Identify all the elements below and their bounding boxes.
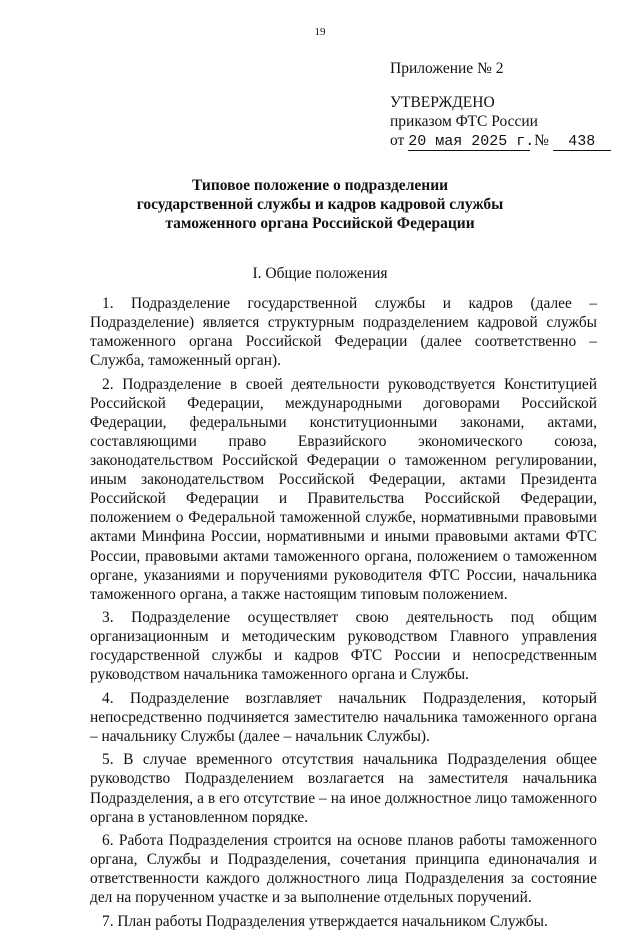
- order-date: 20 мая 2025 г.: [408, 133, 535, 150]
- approval-block: [390, 93, 611, 151]
- title-line-2: государственной службы и кадров кадровой службы: [136, 196, 504, 213]
- paragraph-5: 5. В случае временного отсутствия начальника Подразделения общее руководство Подразделением возлагается на заместителя начальника Подразделения, а в его отсутствие – на иное должностное лицо таможенного органа в установленном порядке.: [90, 751, 597, 826]
- document-body: [90, 294, 597, 935]
- approved-by-order: приказом ФТС России: [390, 113, 538, 130]
- order-number: 438: [553, 133, 611, 151]
- paragraph-7: 7. План работы Подразделения утверждается начальником Службы.: [102, 912, 548, 930]
- appendix-label: Приложение № 2: [390, 60, 504, 77]
- title-line-3: таможенного органа Российской Федерации: [165, 215, 475, 232]
- paragraph-1: 1. Подразделение государственной службы и кадров (далее – Подразделение) является структурным подразделением кадровой службы таможенного органа Российской Федерации (далее соответственно – Служба, таможенный орган).: [90, 295, 597, 370]
- number-label: №: [534, 132, 549, 149]
- paragraph-2: 2. Подразделение в своей деятельности руководствуется Конституцией Российской Федерации, международными договорами Российской Федерации, федеральными конституционными законами, актами, составляющими право Евразийского экономического союза, законодательством Российской Федерации о таможенном регулировании, иным законодательством Российской Федерации, актами Президента Российской Федерации и Правительства Российской Федерации, положением о Федеральной таможенной службе, нормативными правовыми актами Минфина России, нормативными и иными правовыми актами ФТС России, правовыми актами таможенного органа, положением о таможенном органе, указаниями и поручениями руководителя ФТС России, начальника таможенного органа, а также настоящим типовым положением.: [90, 375, 597, 603]
- title-line-1: Типовое положение о подразделении: [191, 177, 449, 194]
- paragraph-4: 4. Подразделение возглавляет начальник Подразделения, который непосредственно подчиняется заместителю начальника таможенного органа – начальнику Службы (далее – начальник Службы).: [90, 689, 597, 745]
- order-date-number-line: [390, 131, 611, 151]
- document-title: [0, 176, 640, 233]
- approved-label: УТВЕРЖДЕНО: [390, 94, 495, 111]
- page-number: 19: [314, 26, 326, 38]
- paragraph-3: 3. Подразделение осуществляет свою деятельность под общим организационным и методическим руководством Главного управления государственной службы и кадров ФТС России и непосредственным руководством начальника таможенного органа и Службы.: [90, 609, 597, 684]
- section-title: I. Общие положения: [252, 265, 388, 282]
- paragraph-6: 6. Работа Подразделения строится на основе планов работы таможенного органа, Службы и Подразделения, сочетания принципа единоначалия и ответственности каждого должностного лица Подразделения за состояние дел на порученном участке и за выполнение отдельных поручений.: [90, 832, 597, 907]
- from-label: от: [390, 132, 405, 149]
